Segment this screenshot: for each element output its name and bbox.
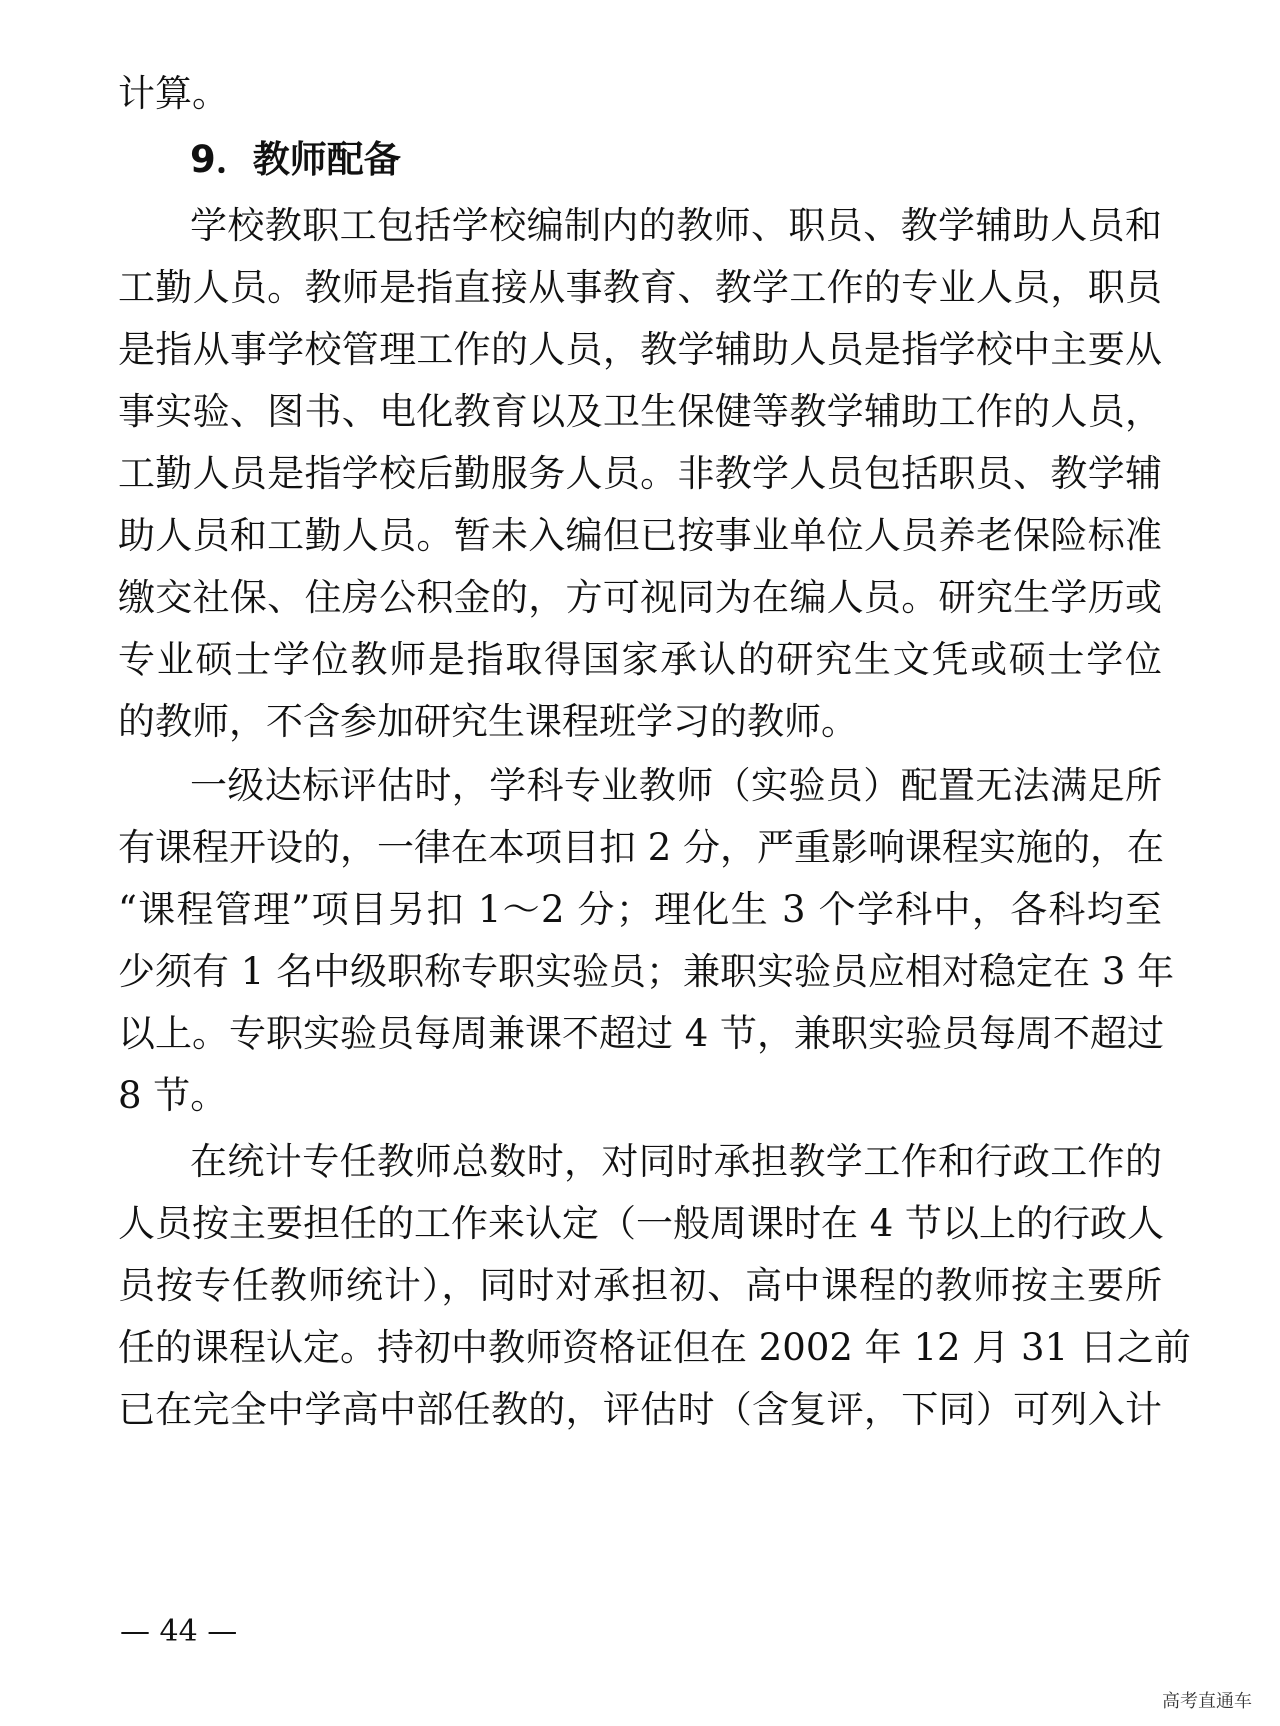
page-number: — 44 —	[120, 1614, 238, 1649]
text-line: 助人员和工勤人员。暂未入编但已按事业单位人员养老保险标准	[118, 514, 1162, 557]
text-line: 工勤人员。教师是指直接从事教育、教学工作的专业人员，职员	[118, 266, 1162, 309]
text-line: 一级达标评估时，学科专业教师（实验员）配置无法满足所	[190, 764, 1162, 807]
text-line: 学校教职工包括学校编制内的教师、职员、教学辅助人员和	[190, 204, 1162, 247]
section-heading: 9．教师配备	[190, 138, 401, 181]
text-line: “课程管理”项目另扣 1～2 分；理化生 3 个学科中，各科均至	[118, 888, 1162, 931]
text-line: 在统计专任教师总数时，对同时承担教学工作和行政工作的	[190, 1140, 1162, 1183]
text-line: 少须有 1 名中级职称专职实验员；兼职实验员应相对稳定在 3 年	[118, 950, 1175, 993]
text-line: 计算。	[118, 72, 229, 115]
text-line: 有课程开设的，一律在本项目扣 2 分，严重影响课程实施的，在	[118, 826, 1165, 869]
text-line: 任的课程认定。持初中教师资格证但在 2002 年 12 月 31 日之前	[118, 1326, 1191, 1369]
text-line: 的教师，不含参加研究生课程班学习的教师。	[118, 700, 858, 743]
text-line: 8 节。	[118, 1074, 228, 1117]
watermark: 高考直通车	[1162, 1691, 1252, 1712]
text-line: 已在完全中学高中部任教的，评估时（含复评，下同）可列入计	[118, 1388, 1162, 1431]
text-line: 员按专任教师统计），同时对承担初、高中课程的教师按主要所	[118, 1264, 1162, 1307]
text-line: 人员按主要担任的工作来认定（一般周课时在 4 节以上的行政人	[118, 1202, 1165, 1245]
text-line: 工勤人员是指学校后勤服务人员。非教学人员包括职员、教学辅	[118, 452, 1162, 495]
text-line: 以上。专职实验员每周兼课不超过 4 节，兼职实验员每周不超过	[118, 1012, 1165, 1055]
text-line: 缴交社保、住房公积金的，方可视同为在编人员。研究生学历或	[118, 576, 1162, 619]
text-line: 是指从事学校管理工作的人员，教学辅助人员是指学校中主要从	[118, 328, 1162, 371]
text-line: 事实验、图书、电化教育以及卫生保健等教学辅助工作的人员，	[118, 390, 1162, 433]
text-line: 专业硕士学位教师是指取得国家承认的研究生文凭或硕士学位	[118, 638, 1162, 681]
